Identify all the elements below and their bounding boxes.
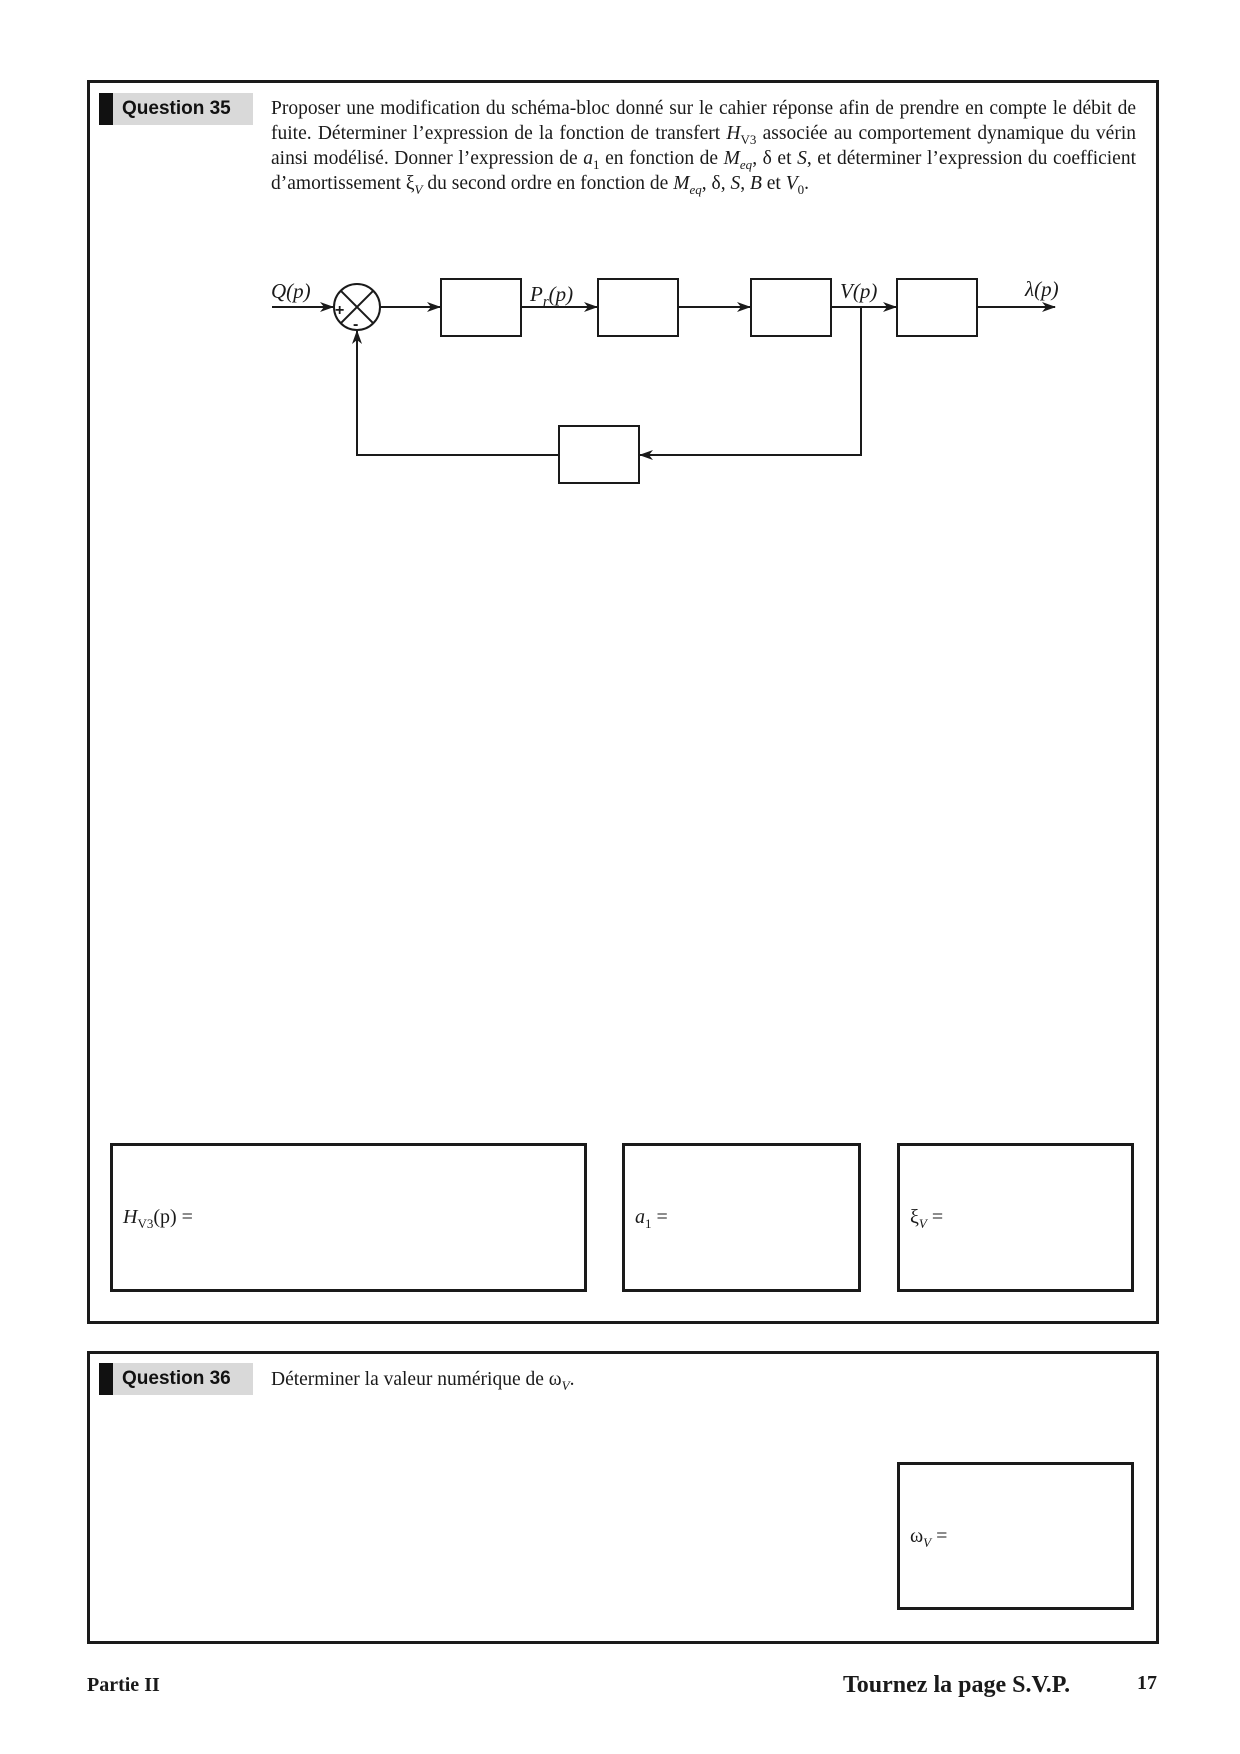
question-36-text: Déterminer la valeur numérique de $\omega_V$. (271, 1369, 575, 1393)
block-1 (441, 279, 521, 336)
answer-label-omega: $\omega_V$ = (910, 1525, 948, 1550)
minus-sign: - (353, 316, 359, 333)
feedback-block (559, 426, 639, 483)
page-number: 17 (1137, 1672, 1157, 1694)
answer-box-omega[interactable] (897, 1462, 1134, 1610)
pr-label: $P_r(p)$ (530, 282, 574, 310)
block-3 (751, 279, 831, 336)
feedback-path-up (357, 331, 559, 455)
answer-box-xi[interactable] (897, 1143, 1134, 1292)
answer-box-hv3[interactable] (110, 1143, 587, 1292)
question-35-text: Proposer une modification du schéma-bloc donné sur le cahier réponse afin de prendre en compte le débit de fuite. Déterminer l’expression de la fonction de transfert $H_{V3}$ associée au comportement dynamique du vérin ainsi modélisé. Donner l’expression de $a_1$ en fonction de $M_{eq}$, δ et S, et déterminer l’expression du coefficient d’amortissement $\xi_V$ du second ordre en fonction de $M_{eq}$, δ, S, B et $V_0$. (271, 98, 1137, 197)
answer-label-a1: $a_1$ = (635, 1206, 668, 1231)
plus-sign: + (335, 302, 345, 319)
question-35-label: Question 35 (99, 93, 253, 125)
v-label: V(p) (840, 279, 878, 303)
question-36-label: Question 36 (99, 1363, 253, 1395)
output-label: λ(p) (1025, 277, 1059, 301)
footer-part-label: Partie II (87, 1674, 160, 1696)
answer-label-xi: $\xi_V$ = (910, 1206, 944, 1231)
answer-box-a1[interactable] (622, 1143, 861, 1292)
block-4 (897, 279, 977, 336)
input-label: Q(p) (271, 279, 311, 303)
answer-label-hv3: $H_{V3}(p)$ = (123, 1206, 193, 1231)
footer-turn-page: Tournez la page S.V.P. (843, 1672, 1071, 1698)
block-diagram (0, 0, 1240, 520)
block-2 (598, 279, 678, 336)
